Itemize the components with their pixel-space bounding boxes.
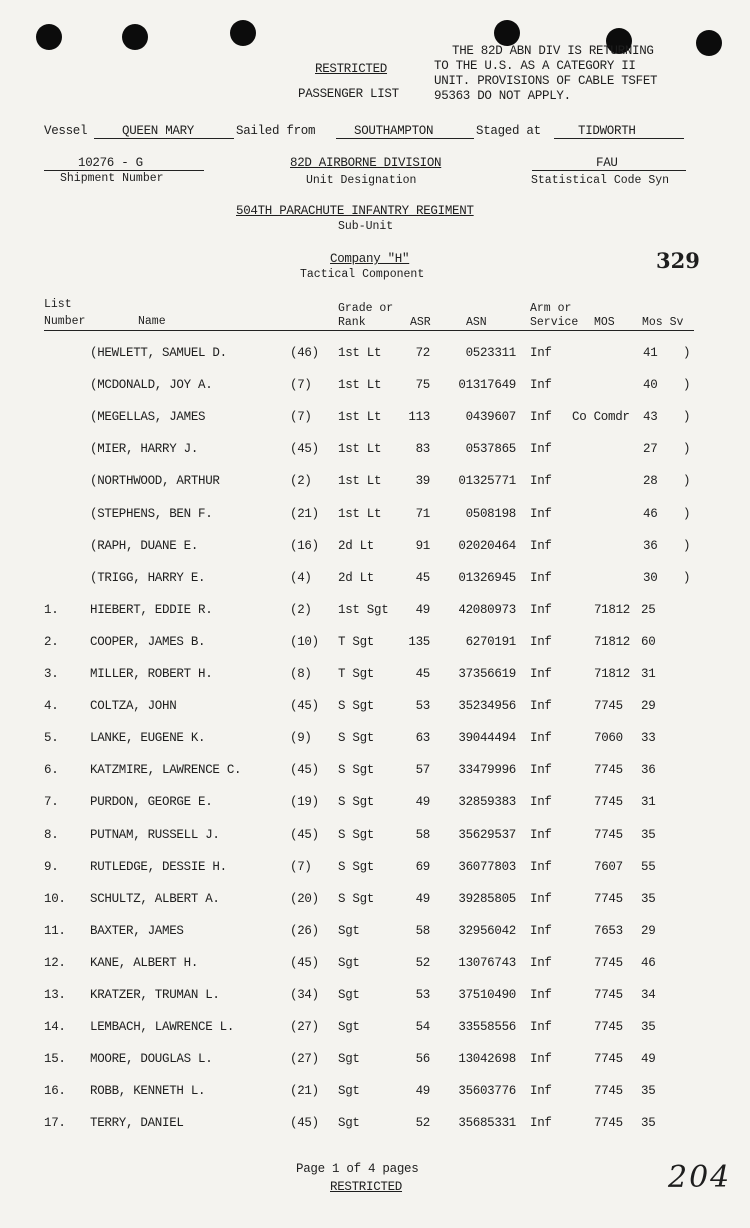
passenger-code: (8) [290,667,312,681]
col-list-2: Number [44,315,86,328]
col-asn: ASN [466,316,487,329]
passenger-arm: Inf [530,603,552,617]
passenger-asn: 37510490 [458,988,516,1002]
vessel-label: Vessel [44,124,88,138]
passenger-arm: Inf [530,988,552,1002]
passenger-arm: Inf [530,346,552,360]
list-number: 1. [44,603,59,617]
list-number: 14. [44,1020,66,1034]
list-number: 15. [44,1052,66,1066]
passenger-code: (45) [290,1116,319,1130]
passenger-mos-sv: 35 [641,1084,656,1098]
passenger-rank: Sgt [338,1084,360,1098]
passenger-rank: Sgt [338,1116,360,1130]
passenger-code: (7) [290,860,312,874]
notice-line: TO THE U.S. AS A CATEGORY II [434,59,636,73]
list-number: 13. [44,988,66,1002]
col-name: Name [138,315,166,328]
passenger-name: SCHULTZ, ALBERT A. [90,892,220,906]
passenger-arm: Inf [530,699,552,713]
page-info: Page 1 of 4 pages [296,1162,419,1176]
unit-designation-label: Unit Designation [306,174,417,187]
restricted-label-bottom: RESTRICTED [330,1180,403,1194]
passenger-code: (45) [290,763,319,777]
passenger-arm: Inf [530,474,552,488]
passenger-name: LEMBACH, LAWRENCE L. [90,1020,235,1034]
passenger-asn: 6270191 [465,635,516,649]
officer-row [0,346,750,366]
passenger-asn: 32859383 [458,795,516,809]
punch-hole [122,24,148,50]
enlisted-row [0,956,750,976]
passenger-code: (4) [290,571,312,585]
officer-row [0,507,750,527]
passenger-name: (MEGELLAS, JAMES [90,410,206,424]
enlisted-row [0,924,750,944]
passenger-name: MOORE, DOUGLAS L. [90,1052,213,1066]
list-number: 8. [44,828,59,842]
passenger-mos-sv: 35 [641,892,656,906]
passenger-rank: Sgt [338,956,360,970]
passenger-code: (45) [290,442,319,456]
officer-row [0,378,750,398]
passenger-name: TERRY, DANIEL [90,1116,184,1130]
passenger-code: (19) [290,795,319,809]
passenger-asn: 13042698 [458,1052,516,1066]
passenger-name: COLTZA, JOHN [90,699,177,713]
passenger-rank: S Sgt [338,860,375,874]
page-stamp-number: 329 [656,248,700,273]
passenger-mos-sv: 35 [641,828,656,842]
shipment-number-label: Shipment Number [60,172,164,185]
col-mos-sv: Mos Sv [642,316,684,329]
passenger-code: (27) [290,1020,319,1034]
passenger-mos: 71812 [594,667,631,681]
passenger-mos: 7745 [594,699,623,713]
passenger-rank: 2d Lt [338,571,375,585]
passenger-mos: 7745 [594,1052,623,1066]
punch-hole [494,20,520,46]
notice-line: THE 82D ABN DIV IS RETURNING [452,44,654,58]
passenger-arm: Inf [530,378,552,392]
passenger-name: (STEPHENS, BEN F. [90,507,213,521]
passenger-mos-sv: 35 [641,1116,656,1130]
bracket-mark: ) [683,378,691,392]
passenger-asn: 0508198 [465,507,516,521]
passenger-mos: 46 [643,507,658,521]
punch-hole [696,30,722,56]
passenger-asr: 49 [415,892,430,906]
enlisted-row [0,795,750,815]
passenger-mos: 7745 [594,828,623,842]
passenger-mos: 28 [643,474,658,488]
passenger-name: (NORTHWOOD, ARTHUR [90,474,220,488]
passenger-code: (45) [290,699,319,713]
enlisted-row [0,635,750,655]
passenger-asr: 45 [415,571,430,585]
passenger-name: RUTLEDGE, DESSIE H. [90,860,227,874]
passenger-mos: 40 [643,378,658,392]
bracket-mark: ) [683,410,691,424]
passenger-asn: 35603776 [458,1084,516,1098]
col-list-1: List [44,298,72,311]
passenger-mos-sv: 31 [641,795,656,809]
notice-block [434,44,657,104]
passenger-asn: 36077803 [458,860,516,874]
notice-line: UNIT. PROVISIONS OF CABLE TSFET [434,74,658,88]
passenger-arm: Inf [530,860,552,874]
passenger-rank: Sgt [338,988,360,1002]
restricted-label-top: RESTRICTED [315,62,388,76]
list-number: 10. [44,892,66,906]
passenger-arm: Inf [530,410,552,424]
passenger-mos: 7745 [594,892,623,906]
passenger-mos-sv: 60 [641,635,656,649]
passenger-name: HIEBERT, EDDIE R. [90,603,213,617]
enlisted-row [0,1020,750,1040]
passenger-mos-sv: 36 [641,763,656,777]
col-asr: ASR [410,316,431,329]
passenger-mos-sv: 25 [641,603,656,617]
bracket-mark: ) [683,442,691,456]
passenger-mos: 71812 [594,603,631,617]
passenger-arm: Inf [530,795,552,809]
passenger-name: PURDON, GEORGE E. [90,795,213,809]
sub-unit-label: Sub-Unit [338,220,394,233]
passenger-mos: 7060 [594,731,623,745]
passenger-asr: 72 [415,346,430,360]
passenger-mos-sv: 49 [641,1052,656,1066]
passenger-arm: Inf [530,667,552,681]
passenger-asr: 39 [415,474,430,488]
passenger-code: (2) [290,603,312,617]
passenger-mos: 7745 [594,795,623,809]
passenger-asn: 37356619 [458,667,516,681]
passenger-asr: 71 [415,507,430,521]
passenger-asr: 69 [415,860,430,874]
bracket-mark: ) [683,539,691,553]
passenger-mos: 7745 [594,1116,623,1130]
passenger-asn: 0537865 [465,442,516,456]
passenger-rank: T Sgt [338,635,375,649]
passenger-arm: Inf [530,892,552,906]
enlisted-row [0,1116,750,1136]
list-number: 5. [44,731,59,745]
passenger-code: (7) [290,378,312,392]
passenger-asr: 54 [415,1020,430,1034]
passenger-mos: 7745 [594,988,623,1002]
passenger-arm: Inf [530,571,552,585]
tactical-component: Company "H" [330,252,410,266]
passenger-code: (2) [290,474,312,488]
passenger-arm: Inf [530,763,552,777]
enlisted-row [0,731,750,751]
passenger-name: (MIER, HARRY J. [90,442,199,456]
passenger-name: (MCDONALD, JOY A. [90,378,213,392]
passenger-mos: 7607 [594,860,623,874]
passenger-rank: S Sgt [338,731,375,745]
bracket-mark: ) [683,571,691,585]
enlisted-row [0,699,750,719]
list-number: 2. [44,635,59,649]
passenger-asn: 35234956 [458,699,516,713]
passenger-asr: 52 [415,1116,430,1130]
passenger-asn: 0439607 [465,410,516,424]
list-number: 4. [44,699,59,713]
shipment-number: 10276 - G [78,156,143,170]
passenger-mos-sv: 46 [641,956,656,970]
passenger-asr: 58 [415,924,430,938]
passenger-asn: 01325771 [458,474,516,488]
passenger-rank: T Sgt [338,667,375,681]
passenger-arm: Inf [530,539,552,553]
passenger-name: BAXTER, JAMES [90,924,184,938]
passenger-mos-sv: 55 [641,860,656,874]
passenger-code: (21) [290,507,319,521]
passenger-mos-sv: 35 [641,1020,656,1034]
passenger-arm: Inf [530,1084,552,1098]
passenger-rank: 1st Lt [338,378,382,392]
statistical-code: FAU [596,156,618,170]
passenger-asn: 13076743 [458,956,516,970]
passenger-rank: 2d Lt [338,539,375,553]
list-number: 6. [44,763,59,777]
passenger-code: (46) [290,346,319,360]
passenger-asr: 53 [415,988,430,1002]
passenger-asr: 63 [415,731,430,745]
passenger-asn: 35629537 [458,828,516,842]
passenger-arm: Inf [530,924,552,938]
passenger-name: KATZMIRE, LAWRENCE C. [90,763,242,777]
passenger-name: KANE, ALBERT H. [90,956,199,970]
passenger-rank: 1st Lt [338,410,382,424]
passenger-code: (20) [290,892,319,906]
bracket-mark: ) [683,507,691,521]
passenger-arm: Inf [530,1020,552,1034]
document-type: PASSENGER LIST [298,87,399,101]
passenger-mos: 7653 [594,924,623,938]
passenger-asr: 83 [415,442,430,456]
enlisted-row [0,603,750,623]
passenger-mos-sv: 31 [641,667,656,681]
notice-line: 95363 DO NOT APPLY. [434,89,571,103]
punch-hole [230,20,256,46]
officer-row [0,474,750,494]
passenger-rank: S Sgt [338,763,375,777]
passenger-code: (10) [290,635,319,649]
passenger-asr: 56 [415,1052,430,1066]
passenger-mos: 7745 [594,956,623,970]
passenger-arm: Inf [530,635,552,649]
passenger-arm: Inf [530,956,552,970]
officer-row [0,410,750,430]
passenger-asr: 49 [415,603,430,617]
bracket-mark: ) [683,474,691,488]
col-grade-2: Rank [338,316,366,329]
passenger-asn: 0523311 [465,346,516,360]
list-number: 12. [44,956,66,970]
passenger-rank: 1st Sgt [338,603,389,617]
staged-at-value: TIDWORTH [578,124,636,138]
passenger-asr: 75 [415,378,430,392]
punch-hole [36,24,62,50]
passenger-asn: 01317649 [458,378,516,392]
passenger-code: (16) [290,539,319,553]
passenger-mos-sv: 29 [641,924,656,938]
passenger-rank: S Sgt [338,892,375,906]
statistical-code-label: Statistical Code Syn [531,174,670,187]
passenger-asr: 57 [415,763,430,777]
passenger-name: KRATZER, TRUMAN L. [90,988,220,1002]
passenger-arm: Inf [530,1052,552,1066]
passenger-rank: Sgt [338,924,360,938]
sailed-from-value: SOUTHAMPTON [354,124,434,138]
list-number: 11. [44,924,66,938]
passenger-name: PUTNAM, RUSSELL J. [90,828,220,842]
list-number: 7. [44,795,59,809]
passenger-rank: 1st Lt [338,474,382,488]
officer-row [0,539,750,559]
passenger-name: (TRIGG, HARRY E. [90,571,206,585]
passenger-mos: 27 [643,442,658,456]
passenger-name: LANKE, EUGENE K. [90,731,206,745]
tactical-component-label: Tactical Component [300,268,425,281]
passenger-name: (HEWLETT, SAMUEL D. [90,346,227,360]
sailed-from-label: Sailed from [236,124,316,138]
passenger-code: (21) [290,1084,319,1098]
passenger-rank: Sgt [338,1052,360,1066]
passenger-asr: 52 [415,956,430,970]
passenger-code: (45) [290,956,319,970]
passenger-asr: 113 [408,410,430,424]
passenger-mos-sv: 34 [641,988,656,1002]
passenger-rank: 1st Lt [338,346,382,360]
passenger-code: (9) [290,731,312,745]
passenger-rank: 1st Lt [338,442,382,456]
officer-row [0,442,750,462]
passenger-asr: 91 [415,539,430,553]
passenger-rank: 1st Lt [338,507,382,521]
unit-designation: 82D AIRBORNE DIVISION [290,156,442,170]
passenger-mos-sv: 33 [641,731,656,745]
passenger-asr: 45 [415,667,430,681]
passenger-asr: 135 [408,635,430,649]
vessel-value: QUEEN MARY [122,124,195,138]
col-grade-1: Grade or [338,302,394,315]
col-arm-1: Arm or [530,302,572,315]
list-number: 16. [44,1084,66,1098]
passenger-code: (27) [290,1052,319,1066]
passenger-mos-sv: 29 [641,699,656,713]
passenger-mos: 7745 [594,763,623,777]
passenger-mos: 36 [643,539,658,553]
staged-at-label: Staged at [476,124,541,138]
list-number: 9. [44,860,59,874]
passenger-arm: Inf [530,1116,552,1130]
passenger-asn: 32956042 [458,924,516,938]
passenger-rank: S Sgt [338,828,375,842]
passenger-asr: 49 [415,1084,430,1098]
passenger-mos: 7745 [594,1084,623,1098]
enlisted-row [0,667,750,687]
passenger-asn: 39044494 [458,731,516,745]
passenger-mos: 30 [643,571,658,585]
sub-unit: 504TH PARACHUTE INFANTRY REGIMENT [236,204,474,218]
enlisted-row [0,1084,750,1104]
col-mos: MOS [594,316,615,329]
list-number: 3. [44,667,59,681]
enlisted-row [0,892,750,912]
passenger-arm: Inf [530,442,552,456]
passenger-mos: 43 [643,410,658,424]
passenger-asn: 33479996 [458,763,516,777]
passenger-asn: 33558556 [458,1020,516,1034]
passenger-asn: 02020464 [458,539,516,553]
passenger-asr: 49 [415,795,430,809]
passenger-arm: Inf [530,507,552,521]
enlisted-row [0,828,750,848]
passenger-asr: 53 [415,699,430,713]
handwritten-page-number: 204 [668,1160,732,1195]
passenger-code: (45) [290,828,319,842]
enlisted-row [0,988,750,1008]
passenger-asr: 58 [415,828,430,842]
passenger-rank: S Sgt [338,795,375,809]
passenger-mos: 7745 [594,1020,623,1034]
passenger-asn: 35685331 [458,1116,516,1130]
bracket-mark: ) [683,346,691,360]
passenger-code: (34) [290,988,319,1002]
passenger-asn: 42080973 [458,603,516,617]
passenger-arm: Inf [530,828,552,842]
passenger-code: (7) [290,410,312,424]
passenger-name: MILLER, ROBERT H. [90,667,213,681]
enlisted-row [0,1052,750,1072]
passenger-asn: 01326945 [458,571,516,585]
passenger-mos: 41 [643,346,658,360]
passenger-code: (26) [290,924,319,938]
col-arm-2: Service [530,316,579,329]
passenger-name: ROBB, KENNETH L. [90,1084,206,1098]
passenger-name: (RAPH, DUANE E. [90,539,199,553]
passenger-duty: Co Comdr [572,410,630,424]
passenger-name: COOPER, JAMES B. [90,635,206,649]
passenger-mos: 71812 [594,635,631,649]
passenger-rank: S Sgt [338,699,375,713]
passenger-arm: Inf [530,731,552,745]
enlisted-row [0,763,750,783]
passenger-rank: Sgt [338,1020,360,1034]
passenger-asn: 39285805 [458,892,516,906]
enlisted-row [0,860,750,880]
officer-row [0,571,750,591]
list-number: 17. [44,1116,66,1130]
